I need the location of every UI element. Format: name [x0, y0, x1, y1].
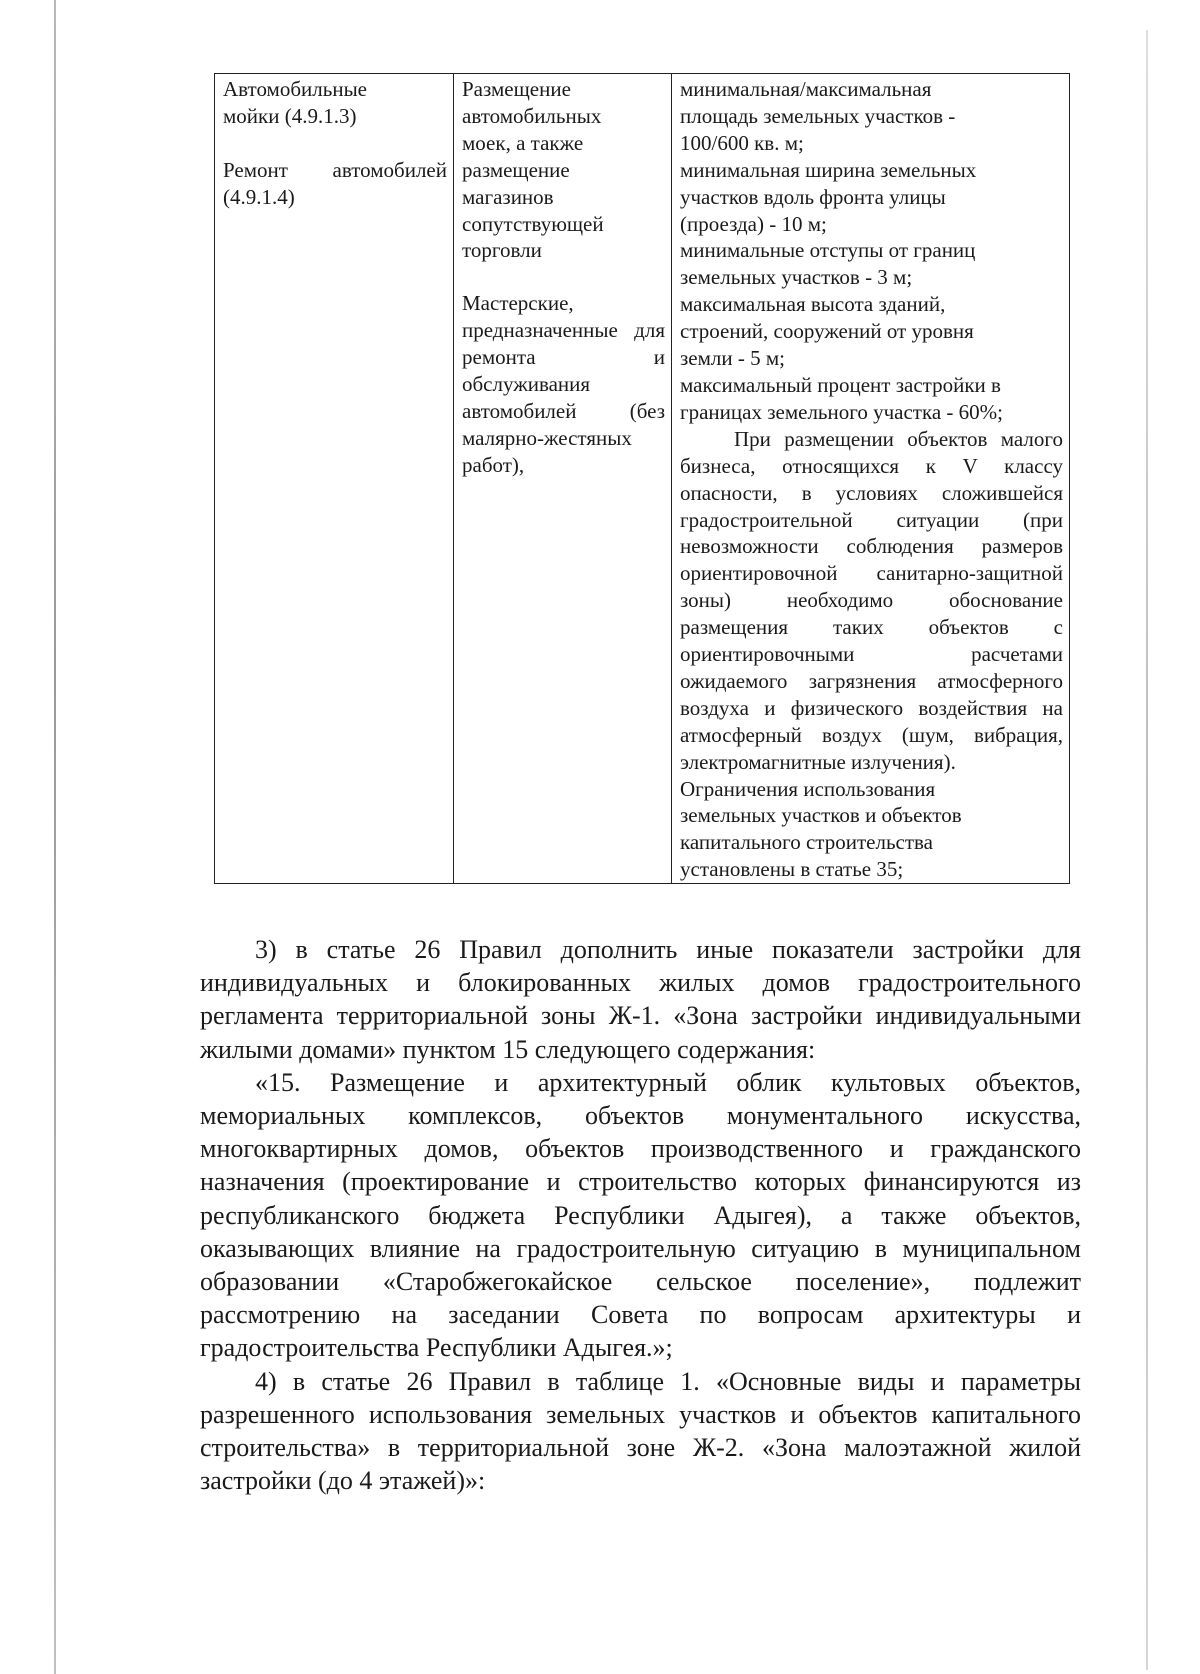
use-type-cell	[215, 74, 454, 884]
desc-car-repair: Мастерские, предназначенные для ремонта и обслуживания автомобилей (без малярно-жестяных работ),	[462, 291, 665, 477]
paragraph-4: 4) в статье 26 Правил в таблице 1. «Основные виды и параметры разрешенного использования земельных участков и объектов капитального строительства» в территориальной зоне Ж-2. «Зона малоэтажной жилой застройки (до 4 этажей)»:	[200, 1366, 1081, 1496]
param-width: минимальная ширина земельных участков вдоль фронта улицы (проезда) - 10 м;	[680, 157, 977, 236]
spacer	[462, 264, 665, 290]
paragraph-3: 3) в статье 26 Правил дополнить иные показатели застройки для индивидуальных и блокированных жилых домов градостроительного регламента территориальной зоны Ж-1. «Зона застройки индивидуальными жилыми домами» пунктом 15 следующего содержания:	[200, 935, 1081, 1064]
param-area: минимальная/максимальная площадь земельных участков - 100/600 кв. м;	[680, 77, 956, 155]
land-use-table-grid	[214, 73, 1070, 884]
scan-edge-left	[54, 0, 56, 1674]
parameters-cell	[672, 74, 1070, 884]
param-coverage: максимальный процент застройки в границах земельного участка - 60%;	[680, 372, 1003, 424]
table-row	[215, 74, 1070, 884]
paragraph-15: «15. Размещение и архитектурный облик культовых объектов, мемориальных комплексов, объектов монументального искусства, многоквартирных домов, объектов производственного и гражданского назначения (проектирование и строительство которых финансируются из республиканского бюджета Республики Адыгея), а также объектов, оказывающих влияние на градостроительную ситуацию в муниципальном образовании «Старобжегокайское сельское поселение», подлежит рассмотрению на заседании Совета по вопросам архитектуры и градостроительства Республики Адыгея.»;	[200, 1067, 1081, 1363]
param-height: максимальная высота зданий, строений, сооружений от уровня земли - 5 м;	[680, 292, 974, 371]
spacer	[223, 130, 447, 157]
use-car-wash: Автомобильные мойки (4.9.1.3)	[223, 77, 367, 128]
use-description-cell	[454, 74, 672, 884]
param-restrictions: Ограничения использования земельных участков и объектов капитального строительства установлены в статье 35;	[680, 776, 962, 882]
document-body	[200, 933, 1081, 1497]
param-small-business: При размещении объектов малого бизнеса, относящихся к V классу опасности, в условиях сложившейся градостроительной ситуации (при невозможности соблюдения размеров ориентировочной санитарно-защитной зоны) необходимо обоснование размещения таких объектов с ориентировочными расчетами ожидаемого загрязнения атмосферного воздуха и физического воздействия на атмосферный воздух (шум, вибрация, электромагнитные излучения).	[680, 426, 1063, 774]
desc-car-wash: Размещение автомобильных моек, а также размещение магазинов сопутствующей торговли	[462, 77, 604, 263]
param-setback: минимальные отступы от границ земельных участков - 3 м;	[680, 238, 976, 290]
use-car-repair: Ремонт автомобилей (4.9.1.4)	[223, 157, 447, 209]
scan-edge-right	[1146, 30, 1148, 1670]
land-use-table	[214, 73, 1069, 884]
